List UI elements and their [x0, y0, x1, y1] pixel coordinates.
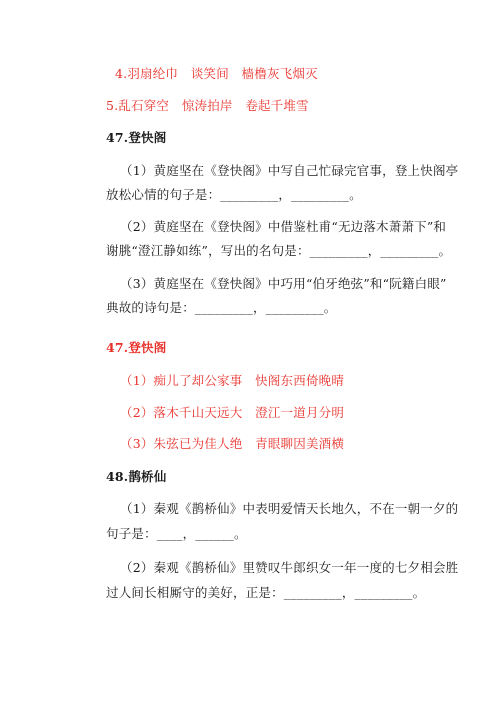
question-47-3: （3）黄庭坚在《登快阁》中巧用“伯牙绝弦”和“阮籍白眼”: [120, 276, 447, 291]
question-48-1-blank: 句子是：____，______。: [106, 526, 247, 541]
question-48-1: （1）秦观《鹊桥仙》中表明爱情天长地久，不在一朝一夕的: [120, 501, 459, 516]
answer-line-5: 5.乱石穿空 惊涛拍岸 卷起千堆雪: [106, 98, 309, 113]
question-47-1-blank: 放松心情的句子是：_________，_________。: [106, 187, 362, 202]
answer-47-3: （3）朱弦已为佳人绝 青眼聊因美酒横: [120, 436, 345, 451]
question-47-1: （1）黄庭坚在《登快阁》中写自己忙碌完官事，登上快阁亭: [120, 163, 459, 178]
question-47-2: （2）黄庭坚在《登快阁》中借鉴杜甫“无边落木萧萧下”和: [120, 219, 447, 234]
section-heading-47: 47.登快阁: [106, 130, 167, 145]
answer-line-4: 4.羽扇纶巾 谈笑间 樯橹灰飞烟灭: [115, 66, 318, 81]
answer-47-1: （1）痴儿了却公家事 快阁东西倚晚晴: [120, 373, 345, 388]
question-48-2-blank: 过人间长相厮守的美好，正是：_________，_________。: [106, 585, 426, 600]
answer-heading-47: 47.登快阁: [106, 340, 167, 355]
answer-47-2: （2）落木千山天远大 澄江一道月分明: [120, 405, 345, 420]
question-47-3-blank: 典故的诗句是：_________，_________。: [106, 300, 337, 315]
question-47-2-blank: 谢朓“澄江静如练”，写出的名句是：_________，_________。: [106, 243, 452, 258]
question-48-2: （2）秦观《鹊桥仙》里赞叹牛郎织女一年一度的七夕相会胜: [120, 560, 459, 575]
section-heading-48: 48.鹊桥仙: [106, 469, 167, 484]
